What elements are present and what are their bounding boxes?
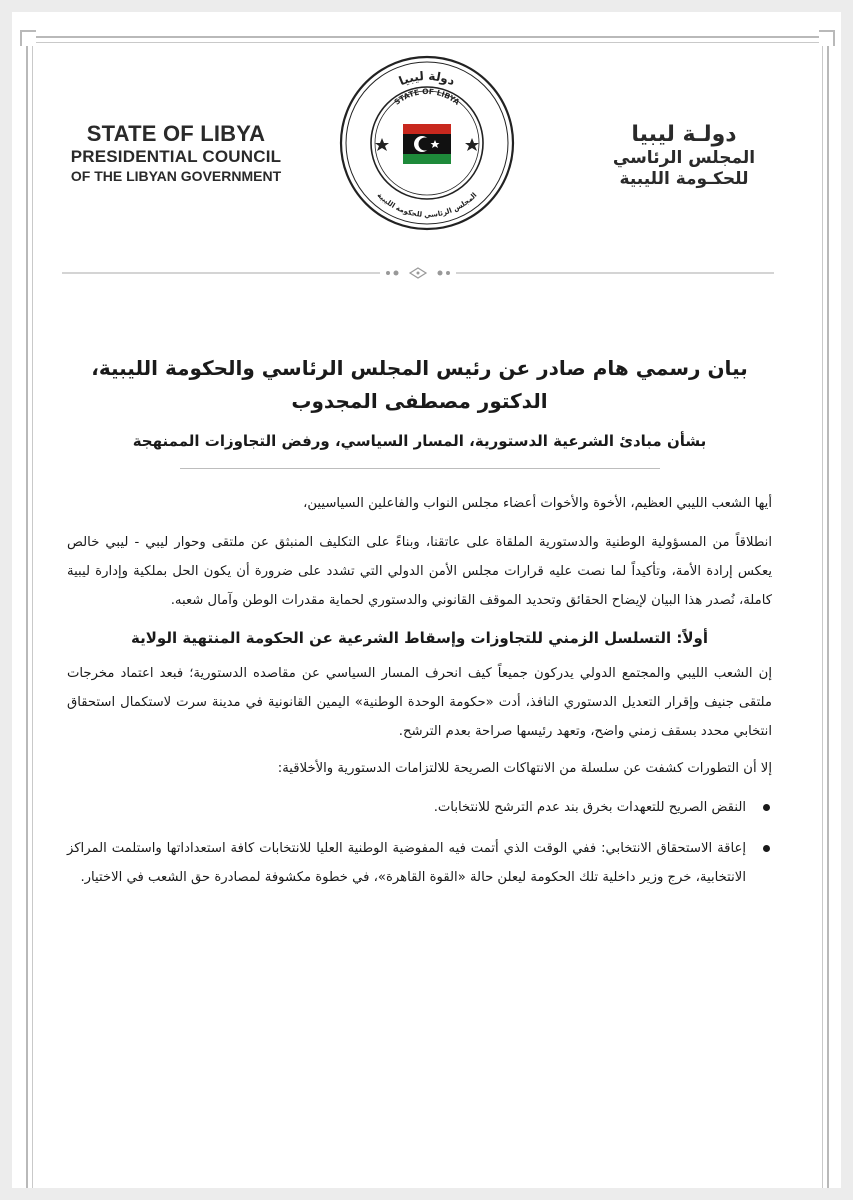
letterhead-ar-line2: المجلس الرئاسي bbox=[612, 148, 756, 169]
bullet-icon bbox=[763, 804, 770, 811]
bullet-icon bbox=[763, 845, 770, 852]
star-icon bbox=[375, 138, 389, 151]
ornamental-divider bbox=[62, 267, 774, 279]
letterhead-en-line1: STATE OF LIBYA bbox=[86, 121, 266, 146]
letterhead-en-line2: PRESIDENTIAL COUNCIL bbox=[70, 147, 282, 167]
star-icon bbox=[465, 138, 479, 151]
state-seal-logo bbox=[336, 52, 518, 234]
list-item bbox=[67, 834, 746, 892]
border-corner-ornament bbox=[819, 30, 835, 46]
section-paragraph: إن الشعب الليبي والمجتمع الدولي يدركون جميعاً كيف انحرف المسار السياسي عن مقاصده الدستورية؛ فبعد اعتماد مخرجات ملتقى جنيف وإقرار التعديل الدستوري النافذ، أدت «حكومة الوحدة الوطنية» اليمين القانونية في مدينة سرت لاستكمال استحقاق انتخابي محدد بسقف زمني واضح، وتعهد رئيسها صراحة بعدم الترشح. bbox=[67, 666, 772, 739]
svg-text:STATE OF LIBYA bbox=[393, 87, 462, 107]
list-item bbox=[67, 793, 746, 822]
flag-green-stripe bbox=[403, 154, 451, 164]
letterhead-english bbox=[66, 122, 286, 184]
seal-arabic-top: دولة ليبيا bbox=[396, 68, 457, 89]
section-paragraph: إلا أن التطورات كشفت عن سلسلة من الانتهاكات الصريحة للالتزامات الدستورية والأخلاقية: bbox=[277, 761, 772, 776]
letterhead-en-line3: OF THE LIBYAN GOVERNMENT bbox=[70, 167, 282, 184]
flag-red-stripe bbox=[403, 124, 451, 134]
salutation: أيها الشعب الليبي العظيم، الأخوة والأخوات أعضاء مجلس النواب والفاعلين السياسيين، bbox=[303, 496, 772, 511]
border-corner-ornament bbox=[20, 30, 36, 46]
statement-title: بيان رسمي هام صادر عن رئيس المجلس الرئاسي والحكومة الليبية، الدكتور مصطفى المجدوب bbox=[91, 356, 748, 413]
document-page bbox=[12, 12, 841, 1188]
statement-subtitle: بشأن مبادئ الشرعية الدستورية، المسار السياسي، ورفض التجاوزات الممنهجة bbox=[132, 432, 707, 450]
letterhead-arabic bbox=[609, 122, 759, 189]
seal-arabic-bottom: المجلس الرئاسي للحكومة الليبية bbox=[375, 191, 479, 220]
list-item-text: النقض الصريح للتعهدات بخرق بند عدم الترشح للانتخابات. bbox=[433, 800, 746, 815]
svg-text:دولة ليبيا bbox=[397, 69, 457, 88]
violations-list bbox=[67, 793, 772, 892]
list-item-text: إعاقة الاستحقاق الانتخابي: ففي الوقت الذي أتمت فيه المفوضية الوطنية العليا للانتخابات كافة استعداداتها واستلمت المراكز الانتخابية، خرج وزير داخلية تلك الحكومة ليعلن حالة «القوة القاهرة»، في خطوة مكشوفة لمصادرة حق الشعب في الاختيار. bbox=[67, 841, 746, 885]
title-divider bbox=[180, 468, 660, 469]
section-heading: أولاً: التسلسل الزمني للتجاوزات وإسقاط الشرعية عن الحكومة المنتهية الولاية bbox=[131, 629, 708, 647]
seal-english-top: STATE OF LIBYA bbox=[392, 86, 462, 107]
letterhead-ar-line1: دولـة ليبيا bbox=[631, 122, 737, 147]
intro-paragraph: انطلاقاً من المسؤولية الوطنية والدستورية الملقاة على عاتقنا، وبناءً على التكليف المنبثق عن ملتقى وحوار ليبي - ليبي خالص يعكس إرادة الأمة، وتأكيداً لما نصت عليه قرارات مجلس الأمن الدولي التي تشدد على ضرورة أن يكون الحل بملكية وإدارة ليبية كاملة، نُصدر هذا البيان لإيضاح الحقائق وتحديد الموقف القانوني والدستوري لحماية مقدرات الوطن وآمال شعبه. bbox=[67, 535, 772, 608]
letterhead-ar-line3: للحكـومة الليبية bbox=[619, 168, 749, 189]
statement-body bbox=[67, 352, 772, 904]
